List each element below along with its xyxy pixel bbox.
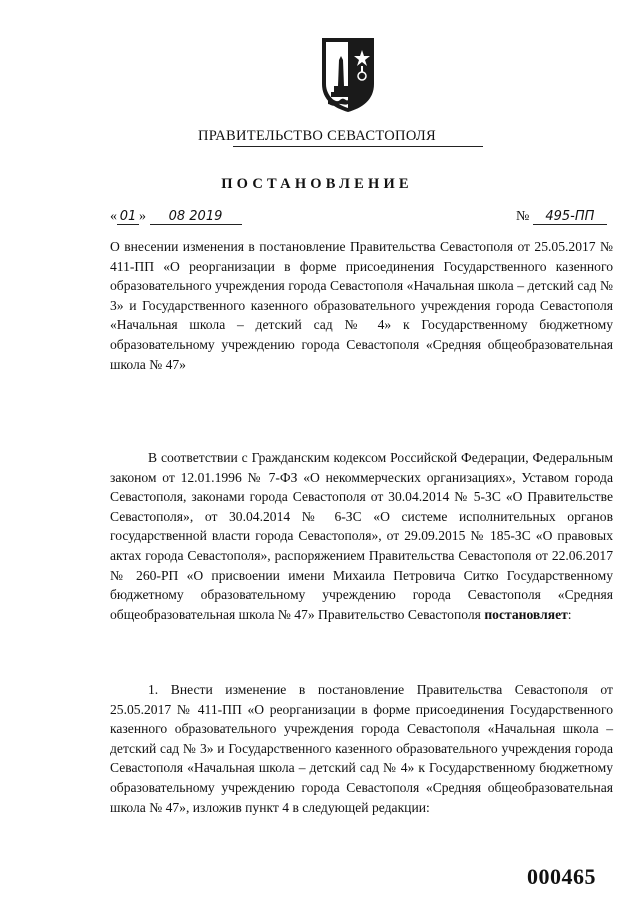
resolution-title: О внесении изменения в постановление Правительства Севастополя от 25.05.2017 № 411-ПП «О реорганизации в форме присоединения Государственного казенного образовательного учреждения города Севастополя «Начальная школа – детский сад № 3» и Государственного казенного образовательного учреждения города Севастополя «Начальная школа – детский сад № 4» к Государственному бюджетному образовательному учреждению города Севастополя «Средняя общеобразовательная школа № 47» bbox=[110, 239, 613, 372]
date-close-quote: » bbox=[139, 209, 146, 224]
resolves-colon: : bbox=[567, 606, 572, 622]
resolves-word: постановляет bbox=[484, 606, 568, 622]
date-day: 01 bbox=[117, 209, 139, 225]
item-1-paragraph: 1. Внести изменение в постановление Правительства Севастополя от 25.05.2017 № 411-ПП «О реорганизации в форме присоединения Государственного казенного образовательного учреждения города Севастополя «Начальная школа – детский сад № 3» и Государственного казенного образовательного учреждения города Севастополя «Начальная школа – детский сад № 4» к Государственному бюджетному образовательному учреждению города Севастополя «Средняя общеобразовательная школа № 47», изложив пункт 4 в следующей редакции: bbox=[110, 682, 613, 815]
number-sign: № bbox=[516, 209, 530, 224]
sevastopol-coat-of-arms-icon bbox=[318, 34, 378, 114]
header-divider bbox=[233, 146, 483, 147]
legal-basis-text: В соответствии с Гражданским кодексом Российской Федерации, Федеральным законом от 12.01.1996 № 7-ФЗ «О некоммерческих организациях», Уставом города Севастополя, законами города Севастополя от 30.04.2014 № 5-ЗС «О Правительстве Севастополя», от 30.04.2014 № 6-ЗС «О системе исполнительных органов государственной власти города Севастополя», от 29.09.2015 № 185-ЗС «О правовых актах города Севастополя», распоряжением Правительства Севастополя от 22.06.2017 № 260-РП «О присвоении имени Михаила Петровича Ситко Государственному бюджетному образовательному учреждению города Севастополя «Средняя общеобразовательная школа № 47» Правительство Севастополя bbox=[110, 450, 613, 622]
document-number bbox=[516, 209, 607, 225]
number-value: 495-ПП bbox=[533, 209, 607, 225]
date-month-year: 08 2019 bbox=[150, 209, 242, 225]
document-date bbox=[110, 209, 242, 225]
footer-document-number: 000465 bbox=[527, 864, 596, 889]
document-type: ПОСТАНОВЛЕНИЕ bbox=[221, 176, 413, 192]
government-name: ПРАВИТЕЛЬСТВО СЕВАСТОПОЛЯ bbox=[198, 128, 436, 144]
legal-basis-paragraph bbox=[110, 448, 613, 624]
date-open-quote: « bbox=[110, 209, 117, 224]
